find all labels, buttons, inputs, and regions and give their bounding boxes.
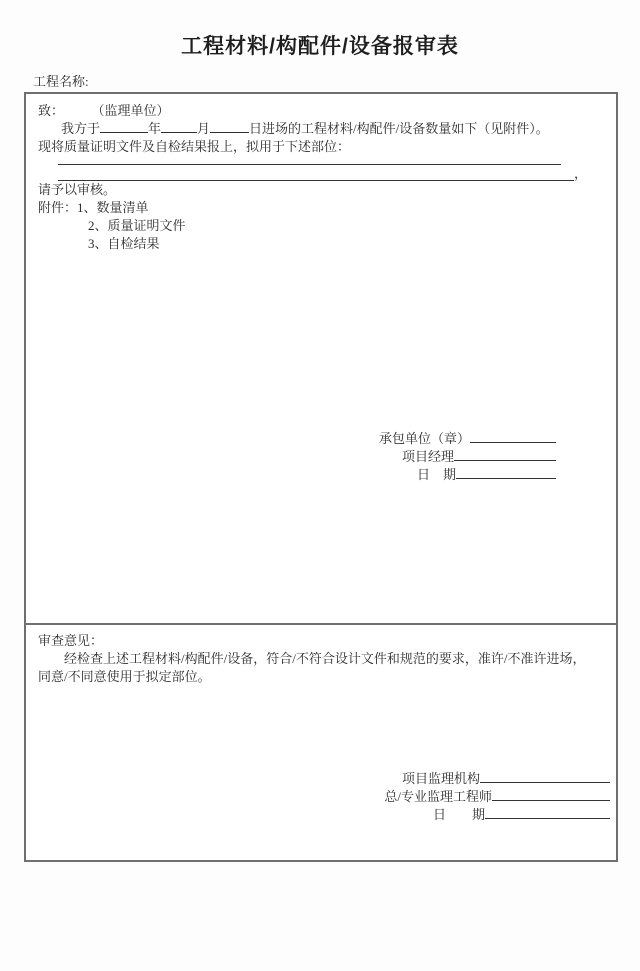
contractor-date-row (379, 466, 556, 484)
review-body-line-1: 经检查上述工程材料/构配件/设备，符合/不符合设计文件和规范的要求，准许/不准许进场， (64, 651, 586, 666)
supervision-org-label: 项目监理机构 (401, 771, 480, 786)
review-body-line-2: 同意/不同意使用于拟定部位。 (38, 669, 211, 684)
trailing-comma: ， (574, 166, 588, 181)
contractor-date-line (456, 467, 556, 479)
attachment-line-1 (38, 199, 608, 217)
location-blank-line-1 (58, 156, 561, 165)
project-manager-signature-line (454, 449, 556, 461)
year-label: 年 (148, 121, 162, 136)
project-manager-row (379, 448, 556, 466)
entry-suffix: 日进场的工程材料/构配件/设备数量如下（见附件）。 (249, 121, 549, 136)
location-blank-line-2 (58, 165, 574, 181)
year-blank-field (100, 120, 148, 133)
month-label: 月 (197, 121, 211, 136)
entry-prefix: 我方于 (61, 121, 101, 136)
contractor-date-label: 日 期 (416, 467, 456, 482)
contractor-unit-label: 承包单位（章） (378, 431, 470, 446)
supervision-date-row (384, 806, 610, 824)
attachment-item-1: 1、数量清单 (77, 200, 149, 215)
supervision-date-line (485, 807, 610, 819)
submit-line: 现将质量证明文件及自检结果报上，拟用于下述部位： (38, 139, 351, 154)
project-manager-label: 项目经理 (401, 449, 454, 464)
supervision-unit-label: （监理单位） (98, 103, 170, 118)
to-line (38, 102, 608, 120)
project-name-label: 工程名称: (33, 74, 89, 89)
attachment-item-2: 2、质量证明文件 (88, 218, 186, 233)
supervision-engineer-label: 总/专业监理工程师 (384, 789, 492, 804)
day-blank-field (210, 120, 249, 133)
location-blank-line-2-row (38, 165, 608, 181)
form-box (24, 92, 618, 862)
form-title: 工程材料/构配件/设备报审表 (181, 35, 459, 58)
supervision-org-signature-line (480, 771, 610, 783)
review-section (38, 632, 608, 686)
to-label: 致： (38, 103, 65, 118)
section-divider (26, 623, 616, 625)
supervision-engineer-row (384, 788, 610, 806)
review-request-line: 请予以审核。 (38, 182, 117, 197)
supervision-date-label: 日 期 (432, 807, 485, 822)
month-blank-field (161, 120, 197, 133)
attachment-item-3: 3、自检结果 (88, 236, 160, 251)
supervision-engineer-signature-line (492, 789, 610, 801)
attachments-label: 附件： (38, 200, 78, 215)
request-section (38, 102, 608, 253)
supervision-org-row (384, 770, 610, 788)
supervisor-signature-block (384, 770, 610, 824)
review-heading: 审查意见： (38, 633, 104, 648)
contractor-unit-row (379, 430, 556, 448)
contractor-signature-block (379, 430, 556, 484)
contractor-unit-signature-line (470, 431, 556, 443)
entry-line (38, 120, 608, 138)
